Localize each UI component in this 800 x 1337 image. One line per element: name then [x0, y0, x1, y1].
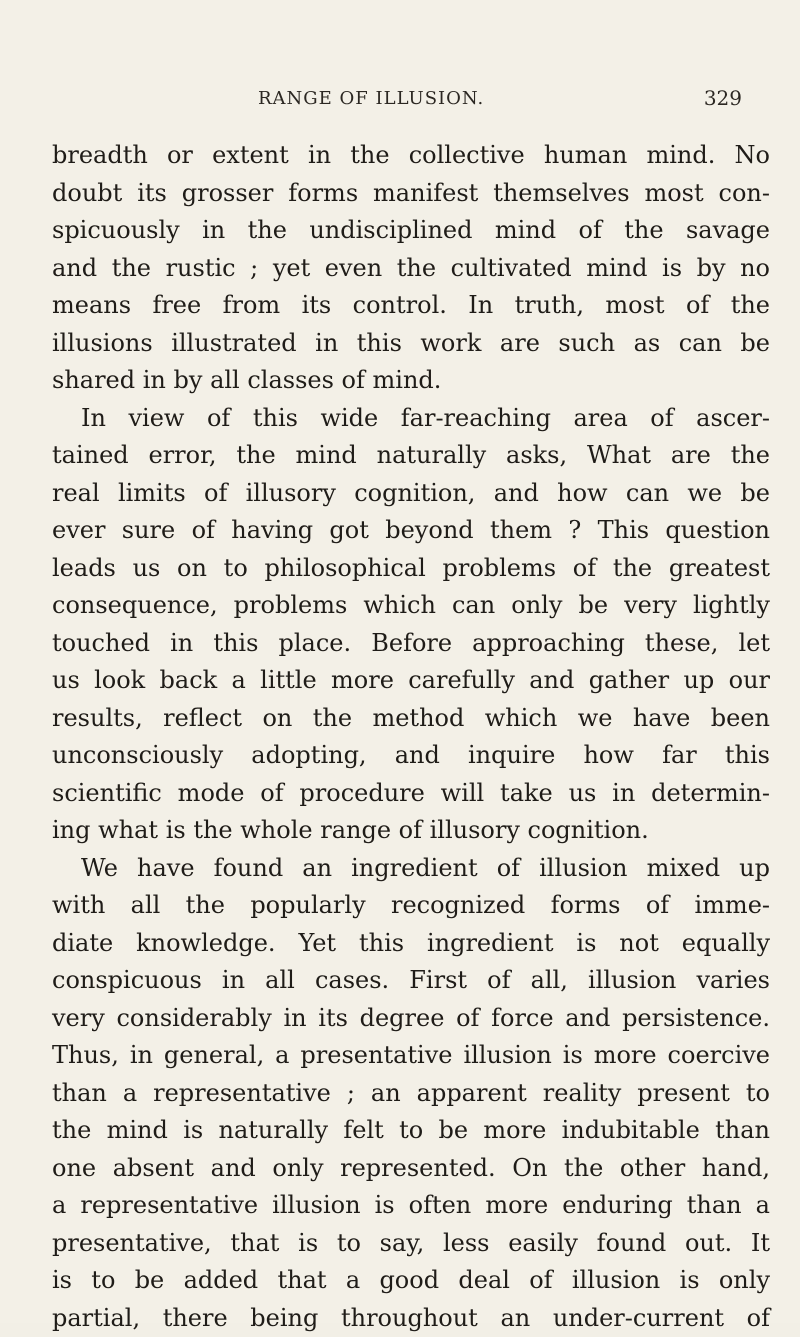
text-line: us look back a little more carefully and gather up our [52, 662, 770, 700]
running-head: RANGE OF ILLUSION. [258, 88, 548, 109]
text-line: consequence, problems which can only be very lightly [52, 587, 770, 625]
text-line: real limits of illusory cognition, and how can we be [52, 475, 770, 513]
text-line: is to be added that a good deal of illusion is only [52, 1262, 770, 1300]
text-line: the mind is naturally felt to be more indubitable than [52, 1112, 770, 1150]
text-line: Thus, in general, a presentative illusion is more coercive [52, 1037, 770, 1075]
text-line: conspicuous in all cases. First of all, illusion varies [52, 962, 770, 1000]
text-line: breadth or extent in the collective human mind. No [52, 137, 770, 175]
page-number: 329 [704, 86, 742, 110]
text-line: with all the popularly recognized forms of imme- [52, 887, 770, 925]
text-line: shared in by all classes of mind. [52, 362, 770, 400]
body-text [52, 137, 770, 1337]
text-line: partial, there being throughout an under-current of [52, 1300, 770, 1337]
text-line: tained error, the mind naturally asks, What are the [52, 437, 770, 475]
text-line: results, reflect on the method which we have been [52, 700, 770, 738]
text-line: touched in this place. Before approaching these, let [52, 625, 770, 663]
text-line: scientific mode of procedure will take us in determin- [52, 775, 770, 813]
text-line: presentative, that is to say, less easily found out. It [52, 1225, 770, 1263]
text-line: ever sure of having got beyond them ? This question [52, 512, 770, 550]
text-line: and the rustic ; yet even the cultivated mind is by no [52, 250, 770, 288]
paragraph-first-line: We have found an ingredient of illusion mixed up [52, 850, 770, 888]
text-line: leads us on to philosophical problems of the greatest [52, 550, 770, 588]
text-line: unconsciously adopting, and inquire how far this [52, 737, 770, 775]
text-line: doubt its grosser forms manifest themselves most con- [52, 175, 770, 213]
paragraph-first-line: In view of this wide far-reaching area of ascer- [52, 400, 770, 438]
text-line: than a representative ; an apparent reality present to [52, 1075, 770, 1113]
text-line: means free from its control. In truth, most of the [52, 287, 770, 325]
text-line: one absent and only represented. On the other hand, [52, 1150, 770, 1188]
text-line: a representative illusion is often more enduring than a [52, 1187, 770, 1225]
text-line: illusions illustrated in this work are such as can be [52, 325, 770, 363]
text-line: spicuously in the undisciplined mind of the savage [52, 212, 770, 250]
text-line: very considerably in its degree of force and persistence. [52, 1000, 770, 1038]
text-line: diate knowledge. Yet this ingredient is not equally [52, 925, 770, 963]
text-line: ing what is the whole range of illusory cognition. [52, 812, 770, 850]
